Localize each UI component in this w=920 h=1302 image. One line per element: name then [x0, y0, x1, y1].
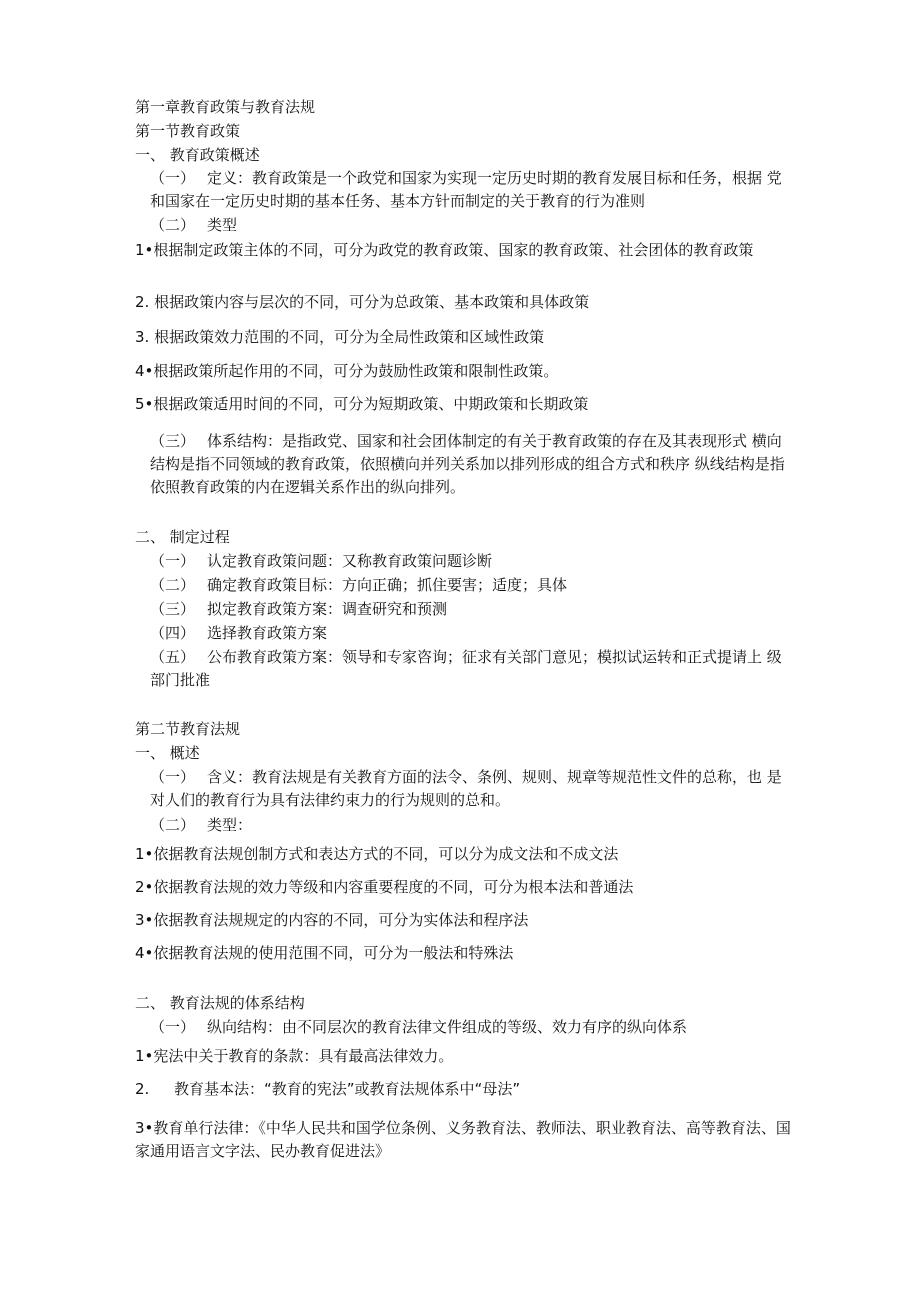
item-number: （三） — [150, 432, 196, 450]
item-number: （一） — [150, 1018, 196, 1036]
policy-definition — [150, 167, 795, 213]
regulation-types-heading — [150, 814, 795, 837]
chapter-title: 第一章教育政策与教育法规 — [135, 98, 316, 116]
regulation-type-item: 3•依据教育法规规定的内容的不同，可分为实体法和程序法 — [135, 911, 529, 929]
policy-type-item: 2. 根据政策内容与层次的不同，可分为总政策、基本政策和具体政策 — [135, 293, 590, 311]
item-text: 类型 — [207, 216, 238, 234]
process-step — [150, 646, 795, 692]
policy-types-heading — [150, 214, 795, 237]
process-step — [150, 550, 795, 573]
policy-type-item: 1•根据制定政策主体的不同，可分为政党的教育政策、国家的教育政策、社会团体的教育政策 — [135, 241, 754, 259]
item-text: 纵向结构：由不同层次的教育法律文件组成的等级、效力有序的纵向体系 — [207, 1018, 688, 1036]
item-text: 含义：教育法规是有关教育方面的法令、条例、规则、规章等规范性文件的总称，也 是对人们的教育行为具有法律约束力的行为规则的总和。 — [150, 768, 782, 809]
item-number: （一） — [150, 768, 196, 786]
structure-item: 3•教育单行法律：《中华人民共和国学位条例、义务教育法、教师法、职业教育法、高等教育法、国家通用语言文字法、民办教育促进法》 — [135, 1119, 791, 1160]
item-number: （二） — [150, 576, 196, 594]
section-1-part-2-heading: 二、 制定过程 — [135, 528, 230, 546]
process-step — [150, 598, 795, 621]
item-text: 选择教育政策方案 — [207, 624, 328, 642]
section-2-part-2-heading: 二、 教育法规的体系结构 — [135, 994, 305, 1012]
item-number: （一） — [150, 169, 196, 187]
structure-item: 1•宪法中关于教育的条款：具有最高法律效力。 — [135, 1047, 454, 1065]
item-number: （五） — [150, 648, 196, 666]
item-text: 定义：教育政策是一个政党和国家为实现一定历史时期的教育发展目标和任务，根据 党和国家在一定历史时期的基本任务、基本方针而制定的关于教育的行为准则 — [150, 169, 782, 210]
regulation-type-item: 4•依据教育法规的使用范围不同，可分为一般法和特殊法 — [135, 944, 514, 962]
section-2-part-1-heading: 一、 概述 — [135, 744, 200, 762]
item-text: 拟定教育政策方案：调查研究和预测 — [207, 600, 448, 618]
item-text: 体系结构：是指政党、国家和社会团体制定的有关于教育政策的存在及其表现形式 横向结构是指不同领域的教育政策，依照横向并列关系加以排列形成的组合方式和秩序 纵线结构是指依照教育政策的内在逻辑关系作出的纵向排列。 — [150, 432, 785, 496]
structure-item — [135, 1078, 795, 1101]
policy-structure — [150, 430, 795, 499]
item-number: 2. — [135, 1080, 150, 1098]
item-number: （二） — [150, 216, 196, 234]
item-text: 教育基本法：“教育的宪法”或教育法规体系中“母法” — [174, 1080, 521, 1098]
item-text: 确定教育政策目标：方向正确；抓住要害；适度；具体 — [207, 576, 568, 594]
item-number: （三） — [150, 600, 196, 618]
section-1-part-1-heading: 一、 教育政策概述 — [135, 146, 260, 164]
policy-type-item: 5•根据政策适用时间的不同，可分为短期政策、中期政策和长期政策 — [135, 395, 589, 413]
regulation-meaning — [150, 766, 795, 812]
item-text: 公布教育政策方案：领导和专家咨询；征求有关部门意见；模拟试运转和正式提请上 级部门批准 — [150, 648, 782, 689]
process-step — [150, 622, 795, 645]
policy-type-item: 4•根据政策所起作用的不同，可分为鼓励性政策和限制性政策。 — [135, 362, 559, 380]
item-text: 类型： — [207, 816, 253, 834]
section-2-title: 第二节教育法规 — [135, 720, 241, 738]
section-1-title: 第一节教育政策 — [135, 122, 241, 140]
item-text: 认定教育政策问题：又称教育政策问题诊断 — [207, 552, 493, 570]
policy-type-item: 3. 根据政策效力范围的不同，可分为全局性政策和区域性政策 — [135, 328, 545, 346]
regulation-type-item: 2•依据教育法规的效力等级和内容重要程度的不同，可分为根本法和普通法 — [135, 878, 634, 896]
item-number: （二） — [150, 816, 196, 834]
item-number: （四） — [150, 624, 196, 642]
process-step — [150, 574, 795, 597]
vertical-structure — [150, 1016, 795, 1039]
regulation-type-item: 1•依据教育法规创制方式和表达方式的不同，可以分为成文法和不成文法 — [135, 845, 619, 863]
item-number: （一） — [150, 552, 196, 570]
